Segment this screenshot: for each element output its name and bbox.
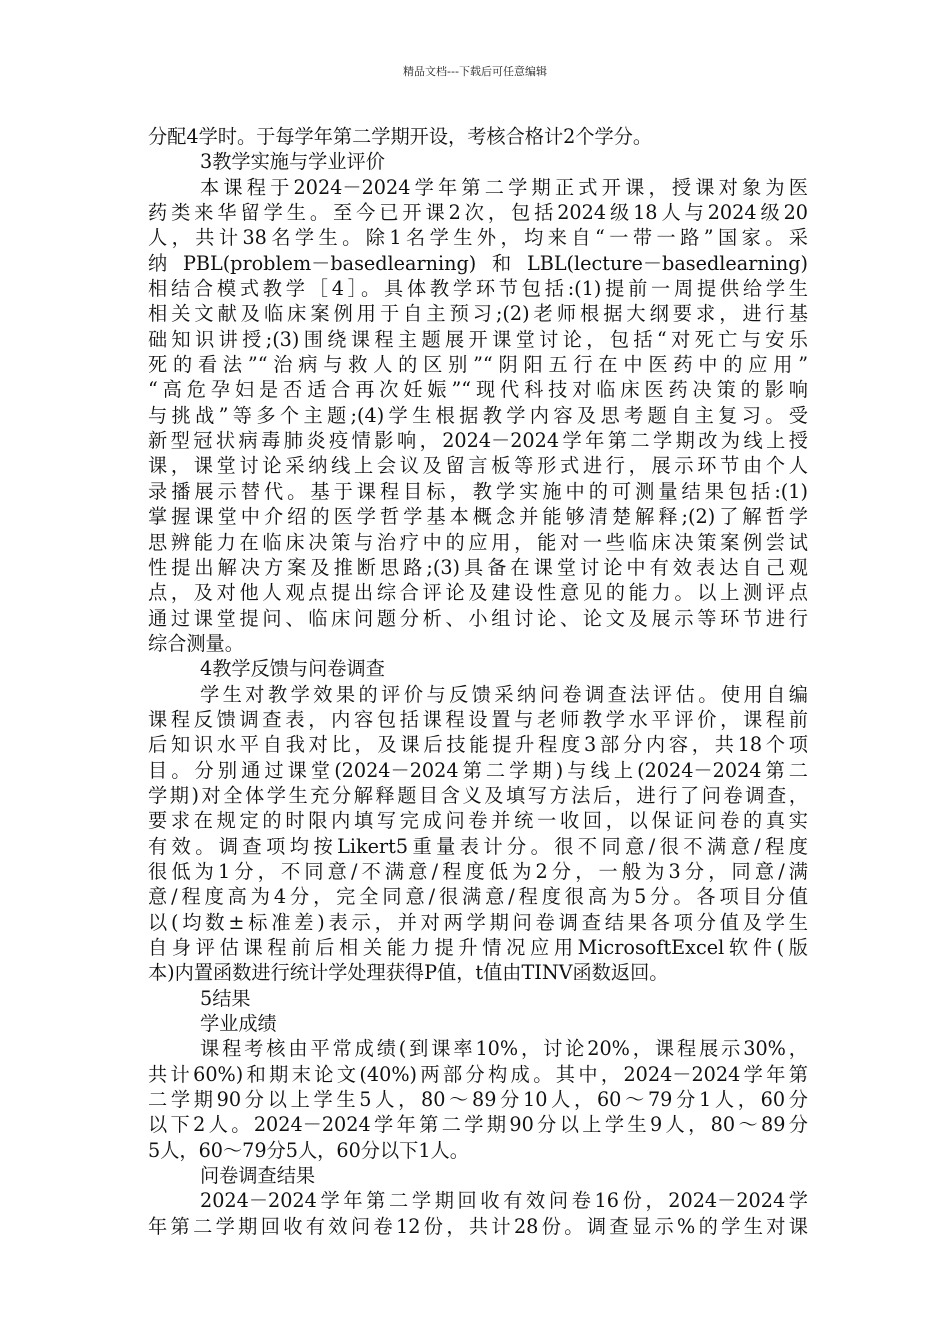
text-line: 录播展示替代。基于课程目标，教学实施中的可测量结果包括:(1) [148, 479, 808, 503]
page-header: 精品文档---下载后可任意编辑 [403, 65, 547, 78]
text-line: 学生对教学效果的评价与反馈采纳问卷调查法评估。使用自编 [200, 682, 808, 706]
text-line: 学期)对全体学生充分解释题目含义及填写方法后，进行了问卷调查， [148, 783, 808, 807]
text-line: 本课程于2024－2024学年第二学期正式开课，授课对象为医 [200, 175, 808, 199]
text-line: 3教学实施与学业评价 [200, 150, 385, 174]
text-line: “高危孕妇是否适合再次妊娠”“现代科技对临床医药决策的影响 [148, 378, 808, 402]
text-line: 纳PBL(problem－basedlearning)和LBL(lecture－basedlearning) [148, 251, 808, 275]
text-line: 目。分别通过课堂(2024－2024第二学期)与线上(2024－2024第二 [148, 758, 808, 782]
text-line: 很低为1分，不同意/不满意/程度低为2分，一般为3分，同意/满 [148, 859, 808, 883]
text-line: 意/程度高为4分，完全同意/很满意/程度很高为5分。各项目分值 [148, 885, 808, 909]
text-line: 掌握课堂中介绍的医学哲学基本概念并能够清楚解释;(2)了解哲学 [148, 505, 808, 529]
text-line: 药类来华留学生。至今已开课2次，包括2024级18人与2024级20 [148, 201, 808, 225]
text-line: 有效。调查项均按Likert5重量表计分。很不同意/很不满意/程度 [148, 834, 808, 858]
text-line: 新型冠状病毒肺炎疫情影响，2024－2024学年第二学期改为线上授 [148, 429, 808, 453]
text-line: 问卷调查结果 [200, 1164, 316, 1188]
text-line: 础知识讲授;(3)围绕课程主题展开课堂讨论，包括“对死亡与安乐 [148, 327, 808, 351]
text-line: 课，课堂讨论采纳线上会议及留言板等形式进行，展示环节由个人 [148, 454, 808, 478]
text-line: 5人，60～79分5人，60分以下1人。 [148, 1138, 469, 1162]
text-line: 思辨能力在临床决策与治疗中的应用，能对一些临床决策案例尝试 [148, 530, 808, 554]
text-line: 学业成绩 [200, 1012, 277, 1036]
text-line: 课程考核由平常成绩(到课率10%，讨论20%，课程展示30%， [200, 1037, 808, 1061]
text-line: 年第二学期回收有效问卷12份，共计28份。调查显示%的学生对课 [148, 1214, 808, 1238]
text-line: 死的看法”“治病与救人的区别”“阴阳五行在中医药中的应用” [148, 353, 808, 377]
text-line: 共计60%)和期末论文(40%)两部分构成。其中，2024－2024学年第 [148, 1062, 808, 1086]
text-line: 通过课堂提问、临床问题分析、小组讨论、论文及展示等环节进行 [148, 606, 808, 630]
text-line: 课程反馈调查表，内容包括课程设置与老师教学水平评价，课程前 [148, 707, 808, 731]
text-line: 4教学反馈与问卷调查 [200, 657, 385, 681]
text-line: 自身评估课程前后相关能力提升情况应用MicrosoftExcel软件(版 [148, 936, 808, 959]
text-line: 二学期90分以上学生5人，80～89分10人，60～79分1人，60分 [148, 1088, 808, 1112]
text-line: 后知识水平自我对比，及课后技能提升程度3部分内容，共18个项 [148, 733, 808, 757]
text-line: 分配4学时。于每学年第二学期开设，考核合格计2个学分。 [148, 125, 653, 148]
text-line: 性提出解决方案及推断思路;(3)具备在课堂讨论中有效表达自己观 [148, 555, 808, 579]
text-line: 以下2人。2024－2024学年第二学期90分以上学生9人，80～89分 [148, 1113, 808, 1137]
text-line: 2024－2024学年第二学期回收有效问卷16份，2024－2024学 [200, 1189, 808, 1213]
text-line: 本)内置函数进行统计学处理获得P值，t值由TINV函数返回。 [148, 961, 669, 985]
text-line: 相关文献及临床案例用于自主预习;(2)老师根据大纲要求，进行基 [148, 302, 808, 326]
text-line: 与挑战”等多个主题;(4)学生根据教学内容及思考题自主复习。受 [148, 403, 808, 427]
text-line: 人，共计38名学生。除1名学生外，均来自“一带一路”国家。采 [148, 226, 808, 250]
document-body [148, 124, 808, 1239]
text-line: 综合测量。 [148, 631, 244, 655]
text-line: 点，及对他人观点提出综合评论及建设性意见的能力。以上测评点 [148, 581, 808, 605]
text-line: 以(均数±标准差)表示，并对两学期问卷调查结果各项分值及学生 [148, 910, 808, 934]
text-line: 要求在规定的时限内填写完成问卷并统一收回，以保证问卷的真实 [148, 809, 808, 833]
text-line: 5结果 [200, 986, 251, 1010]
text-line: 相结合模式教学［4］。具体教学环节包括:(1)提前一周提供给学生 [148, 277, 808, 301]
